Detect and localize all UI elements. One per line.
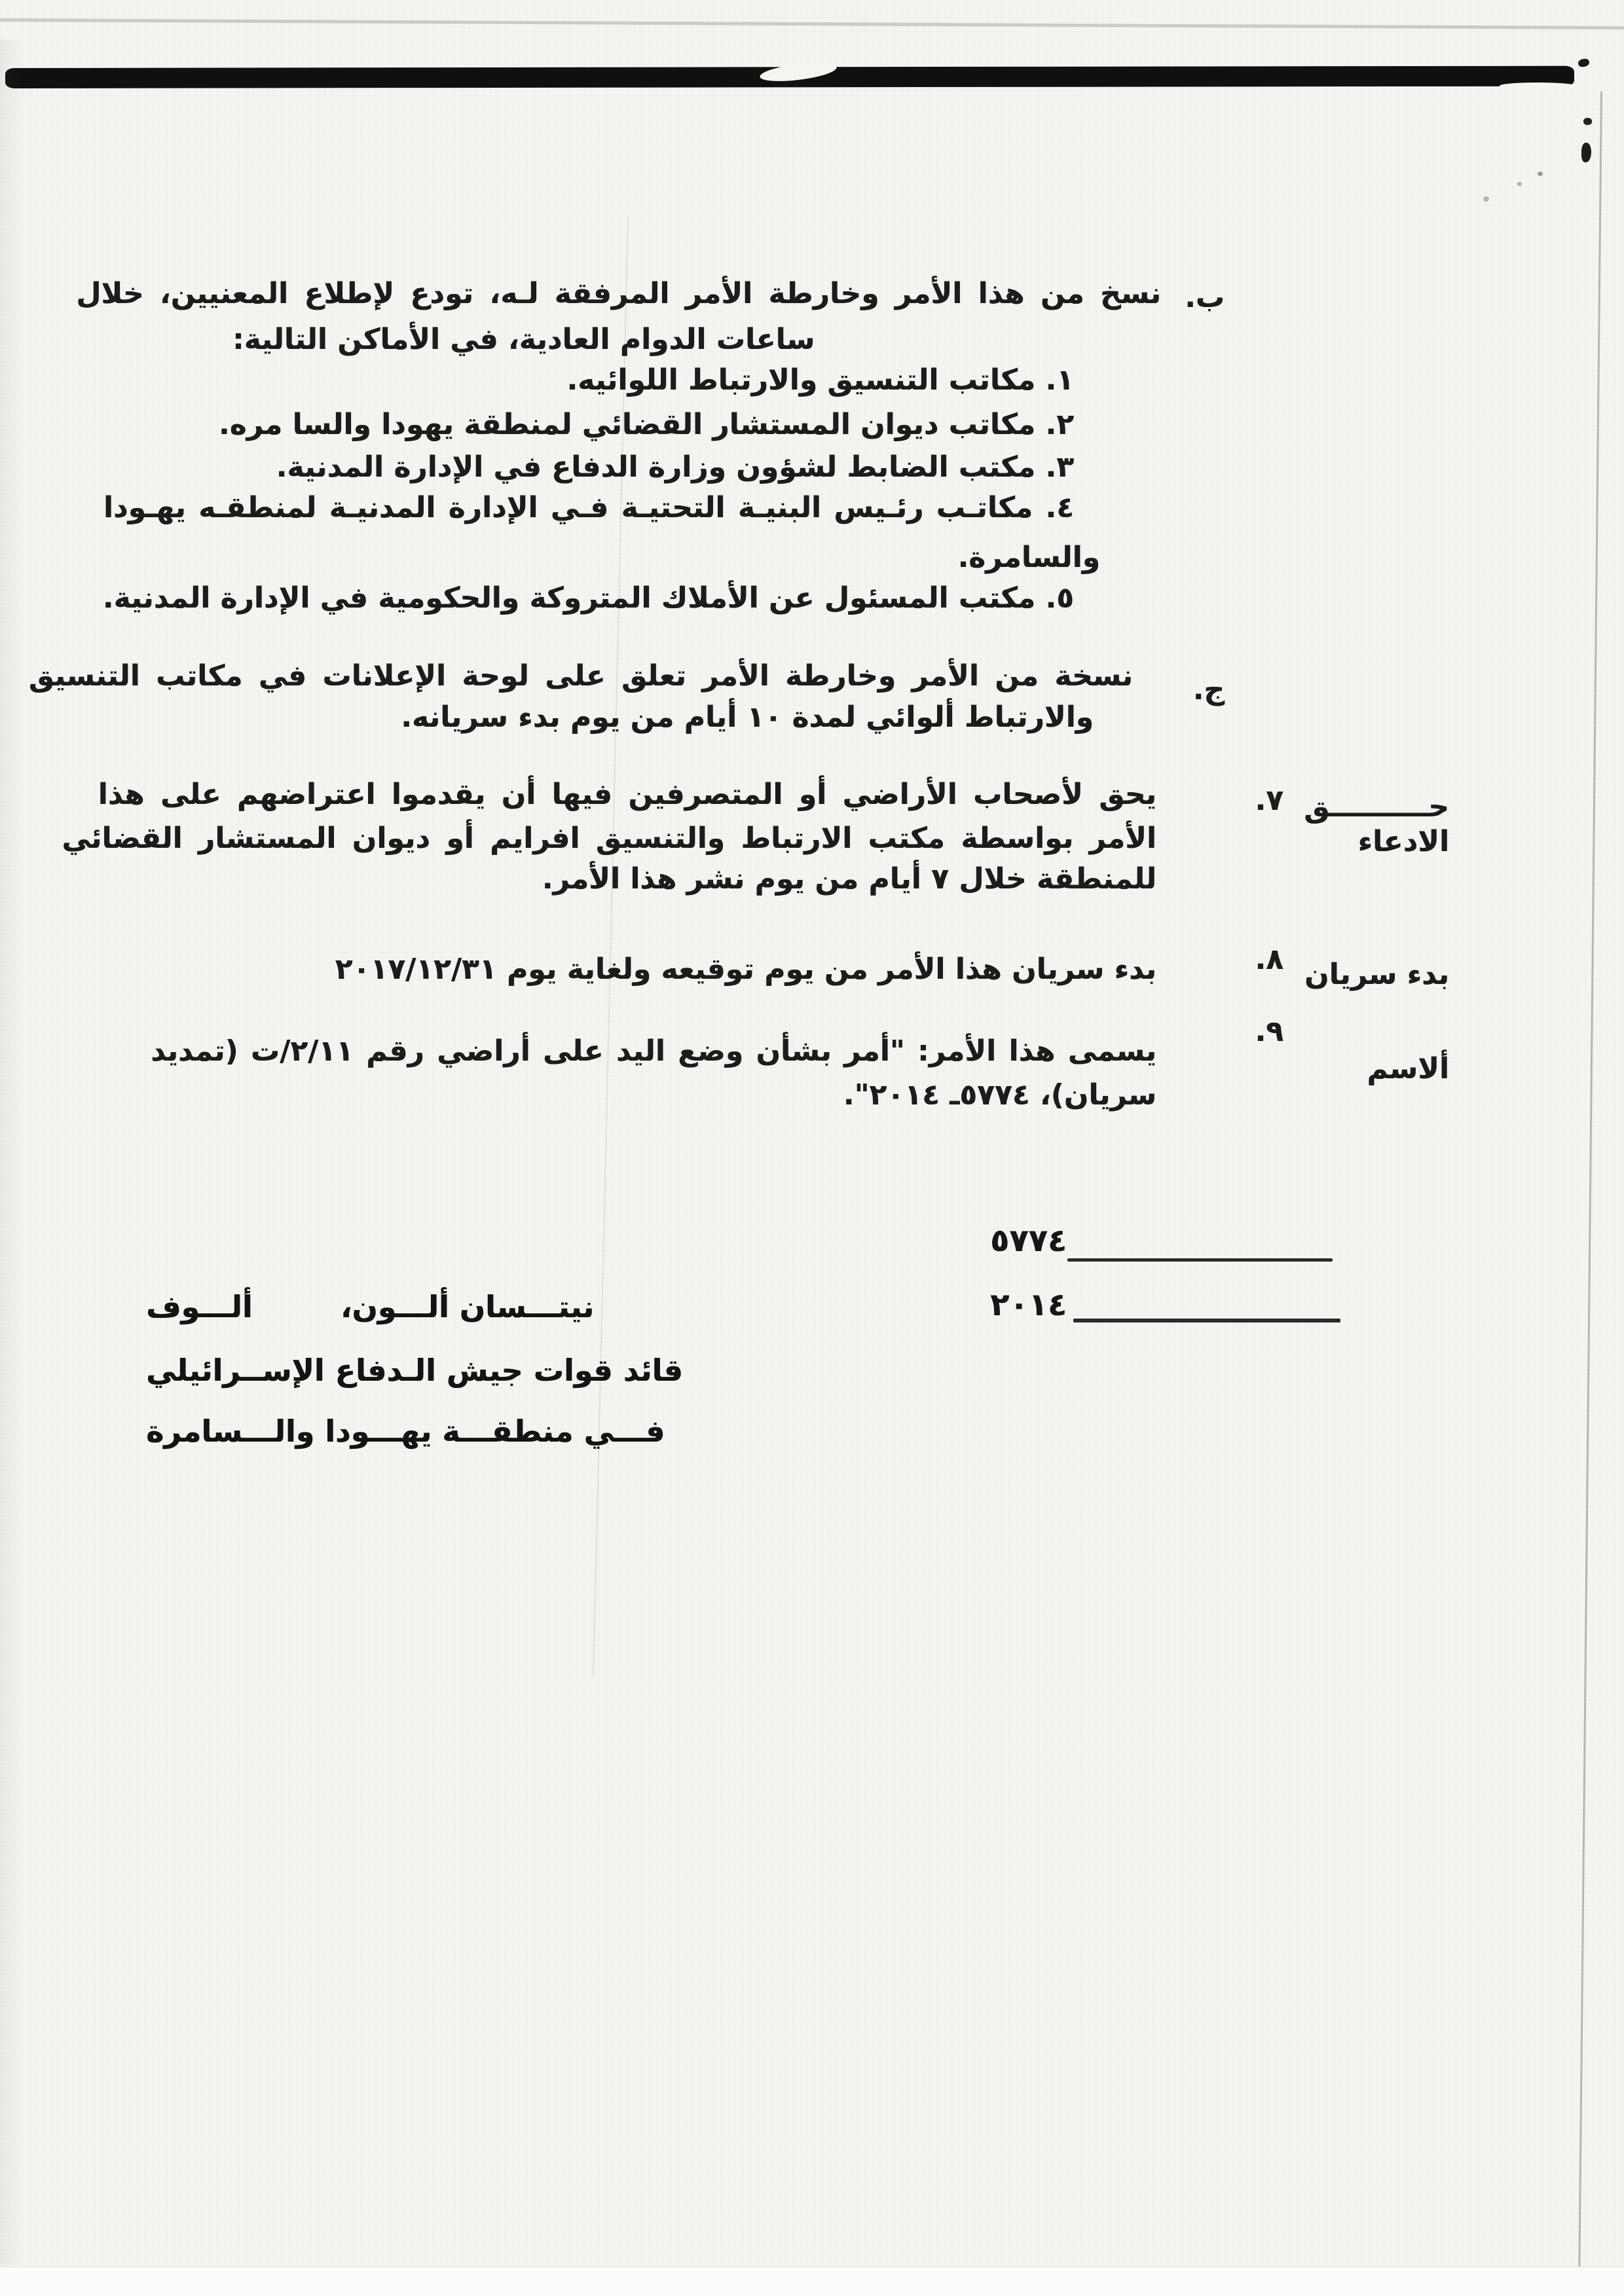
section-9-line: يسمى هذا الأمر: "أمر بشأن وضع اليد على أراضي رقم ٢/١١/ت (تمديد bbox=[151, 1034, 1156, 1068]
scan-ink-mark bbox=[1583, 118, 1592, 125]
list-item-text: مكاتب التنسيق والارتباط اللوائيه. bbox=[566, 363, 1036, 397]
section-8-line: بدء سريان هذا الأمر من يوم توقيعه ولغاية يوم ٢٠١٧/١٢/٣١ bbox=[335, 953, 1156, 986]
scan-band-taper bbox=[1500, 82, 1576, 89]
section-8-number: ٨. bbox=[1255, 943, 1283, 976]
list-item-number: ٤. bbox=[1045, 491, 1074, 524]
list-item-text: مكاتـب رئـيس البنيـة التحتيـة فـي الإدارة المدنيـة لمنطقـه يهـودا bbox=[103, 491, 1033, 524]
scan-left-shadow bbox=[0, 39, 25, 2265]
scan-edge-line bbox=[0, 18, 1624, 29]
list-item-text: مكتب المسئول عن الأملاك المتروكة والحكومية في الإدارة المدنية. bbox=[102, 581, 1036, 615]
section-9-number: ٩. bbox=[1255, 1015, 1283, 1048]
scan-speck bbox=[1483, 196, 1489, 202]
section-7-label: الادعاء bbox=[1357, 825, 1449, 858]
section-7-line: يحق لأصحاب الأراضي أو المتصرفين فيها أن يقدموا اعتراضهم على هذا bbox=[98, 778, 1156, 811]
signatory-region: فـــي منطقـــة يهـــودا والـــسامرة bbox=[146, 1413, 665, 1449]
order-number-blank-line bbox=[1067, 1258, 1333, 1262]
clause-j-marker: ج. bbox=[1192, 673, 1225, 706]
section-8-label: بدء سريان bbox=[1304, 958, 1449, 991]
signatory-title: قائد قوات جيش الـدفاع الإســرائيلي bbox=[146, 1353, 683, 1388]
clause-b-line: ساعات الدوام العادية، في الأماكن التالية: bbox=[232, 323, 815, 356]
list-item bbox=[103, 580, 1074, 616]
scan-speck bbox=[1517, 182, 1522, 186]
signatory-rank: ألـــوف bbox=[146, 1289, 253, 1324]
list-item-continuation: والسامرة. bbox=[957, 541, 1100, 574]
list-item bbox=[566, 362, 1074, 398]
list-item bbox=[219, 407, 1074, 443]
signatory-name: نيتـــسان ألـــون، bbox=[340, 1289, 594, 1324]
clause-j-line: نسخة من الأمر وخارطة الأمر تعلق على لوحة الإعلانات في مكاتب التنسيق bbox=[28, 659, 1133, 693]
section-9-line: سريان)، ٥٧٧٤ـ ٢٠١٤". bbox=[843, 1078, 1156, 1112]
list-item-number: ٣. bbox=[1045, 450, 1074, 484]
clause-j-line: والارتباط ألوائي لمدة ١٠ أيام من يوم بدء سريانه. bbox=[401, 701, 1094, 734]
list-item-number: ٢. bbox=[1045, 408, 1074, 441]
order-number-value: ٥٧٧٤ bbox=[990, 1222, 1067, 1259]
section-7-line: للمنطقة خلال ٧ أيام من يوم نشر هذا الأمر. bbox=[542, 862, 1156, 896]
list-item-number: ٥. bbox=[1045, 581, 1074, 615]
list-item bbox=[103, 490, 1074, 526]
list-item bbox=[276, 449, 1074, 485]
section-7-number: ٧. bbox=[1255, 784, 1283, 817]
section-7-label: حــــــــــق bbox=[1304, 790, 1449, 824]
order-year-blank-line bbox=[1073, 1319, 1340, 1322]
list-item-text: مكاتب ديوان المستشار القضائي لمنطقة يهودا والسا مره. bbox=[218, 408, 1036, 441]
order-year-value: ٢٠١٤ bbox=[990, 1286, 1067, 1323]
signature-row bbox=[146, 1288, 594, 1326]
section-9-label: ألاسم bbox=[1367, 1052, 1449, 1085]
clause-b-line: نسخ من هذا الأمر وخارطة الأمر المرفقة لـه، تودع لإطلاع المعنيين، خلال bbox=[76, 277, 1161, 310]
list-item-number: ١. bbox=[1045, 363, 1074, 397]
scan-speck bbox=[1538, 172, 1543, 176]
scan-ink-mark bbox=[1578, 58, 1590, 67]
scan-bottom-edge bbox=[0, 2267, 1624, 2296]
clause-b-marker: ب. bbox=[1185, 281, 1225, 314]
section-7-line: الأمر بواسطة مكتب الارتباط والتنسيق افرايم أو ديوان المستشار القضائي bbox=[62, 822, 1156, 855]
list-item-text: مكتب الضابط لشؤون وزارة الدفاع في الإدارة المدنية. bbox=[276, 450, 1036, 484]
scan-ink-mark bbox=[1581, 143, 1591, 162]
scan-vertical-line bbox=[1578, 92, 1602, 2285]
